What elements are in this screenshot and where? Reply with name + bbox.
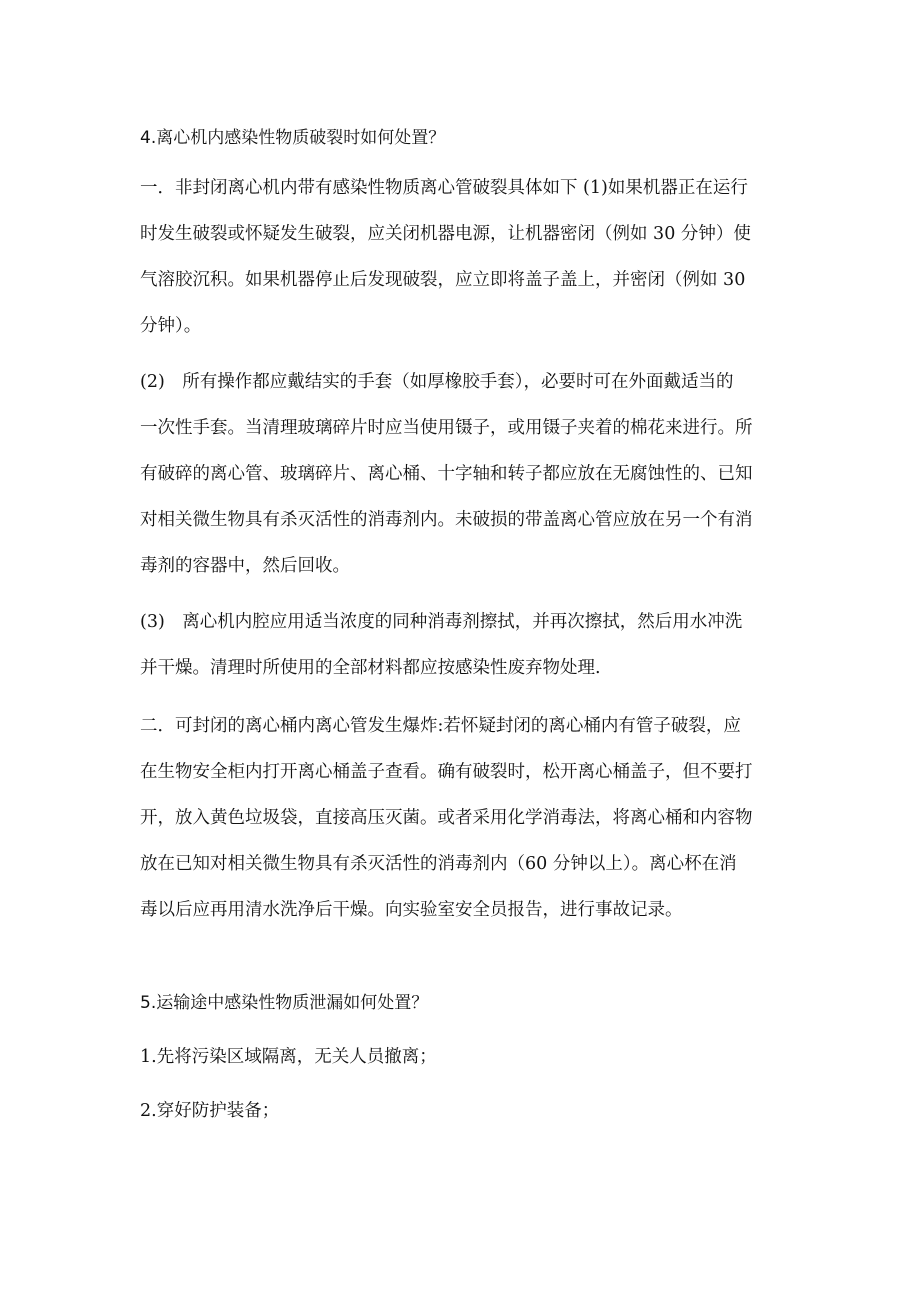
text-line: 一．非封闭离心机内带有感染性物质离心管破裂具体如下 (1)如果机器正在运行 <box>140 178 748 198</box>
text-line: 有破碎的离心管、玻璃碎片、离心桶、十字轴和转子都应放在无腐蚀性的、已知 <box>140 464 753 484</box>
text-line: 气溶胶沉积。如果机器停止后发现破裂，应立即将盖子盖上，并密闭（例如 30 <box>140 270 746 290</box>
text-line: (3) 离心机内腔应用适当浓度的同种消毒剂擦拭，并再次擦拭，然后用水冲洗 <box>140 612 743 632</box>
text-line: 毒剂的容器中，然后回收。 <box>140 556 350 576</box>
text-line: 时发生破裂或怀疑发生破裂，应关闭机器电源，让机器密闭（例如 30 分钟）使 <box>140 224 751 244</box>
section-4-item-2 <box>140 359 790 589</box>
text-line: 在生物安全柜内打开离心桶盖子查看。确有破裂时，松开离心桶盖子，但不要打 <box>140 762 753 782</box>
list-item: 1.先将污染区域隔离，无关人员撤离； <box>140 1047 437 1067</box>
text-line: 分钟）。 <box>140 316 202 336</box>
section-4-item-3 <box>140 599 790 691</box>
text-line: (2) 所有操作都应戴结实的手套（如厚橡胶手套），必要时可在外面戴适当的 <box>140 372 734 392</box>
section-4-part-2 <box>140 703 790 933</box>
text-line: 毒以后应再用清水洗净后干燥。向实验室安全员报告，进行事故记录。 <box>140 900 683 920</box>
text-line: 一次性手套。当清理玻璃碎片时应当使用镊子，或用镊子夹着的棉花来进行。所 <box>140 418 753 438</box>
text-line: 并干燥。清理时所使用的全部材料都应按感染性废弃物处理. <box>140 658 601 678</box>
text-line: 对相关微生物具有杀灭活性的消毒剂内。未破损的带盖离心管应放在另一个有消 <box>140 510 753 530</box>
text-line: 放在已知对相关微生物具有杀灭活性的消毒剂内（60 分钟以上）。离心杯在消 <box>140 854 737 874</box>
section-4-part-1 <box>140 165 790 349</box>
text-line: 二．可封闭的离心桶内离心管发生爆炸:若怀疑封闭的离心桶内有管子破裂，应 <box>140 716 741 736</box>
section-4-heading: 4.离心机内感染性物质破裂时如何处置？ <box>140 128 446 148</box>
text-line: 开，放入黄色垃圾袋，直接高压灭菌。或者采用化学消毒法，将离心桶和内容物 <box>140 808 753 828</box>
section-5-heading: 5.运输途中感染性物质泄漏如何处置？ <box>140 993 429 1013</box>
list-item: 2.穿好防护装备； <box>140 1101 280 1121</box>
